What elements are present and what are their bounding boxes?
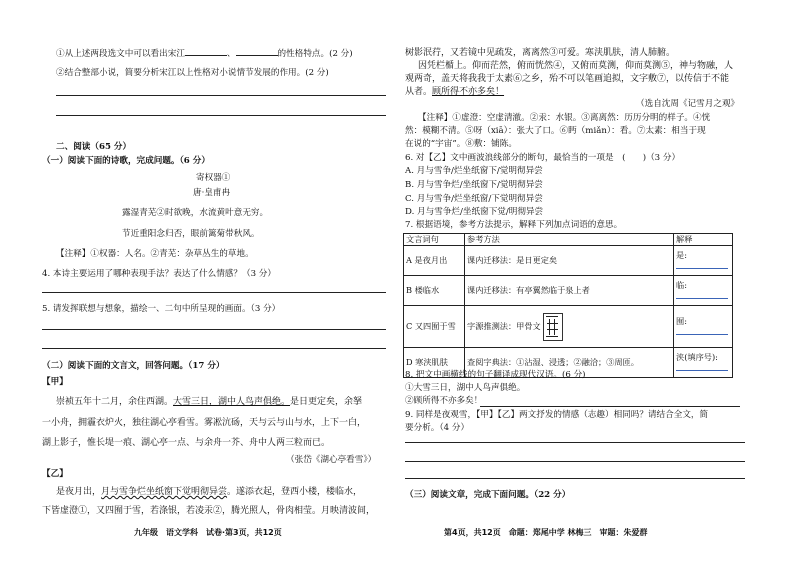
jia-text-line: 一小舟，拥霾衣炉火，独往湖心亭看雪。雾凇沆砀，天与云与山与水，上下一白，	[42, 418, 367, 428]
yi-text-line: 树影泯荇，又若镜中见疏发，离离然③可爱。寒浃肌肤，清人肺腑。	[405, 48, 676, 58]
question-8-1: ①大雪三日，湖中人鸟声俱绝。	[405, 383, 526, 393]
question-8-2: ②顾所得不亦多矣！	[405, 396, 483, 406]
yi-note: 【注释】①虚澄：空虚清澈。②汞：水银。③离离然：历历分明的样子。④恍	[418, 113, 711, 123]
table-header: 参考方法	[465, 234, 674, 246]
answer-line[interactable]	[405, 442, 745, 443]
yi-text-line: 从者。顾所得不亦多矣！	[405, 87, 505, 97]
table-cell: B 楼临水	[404, 276, 465, 306]
oracle-bone-glyph	[543, 313, 563, 341]
question-1: ①从上述两段选文中可以看出宋江 、 的性格特点。(2 分)	[56, 49, 353, 59]
question-2: ②结合整部小说，简要分析宋江以上性格对小说情节发展的作用。(2 分)	[56, 68, 329, 78]
answer-blank[interactable]	[185, 47, 227, 56]
yi-label: 【乙】	[42, 469, 68, 479]
table-row	[404, 276, 733, 306]
jia-text-line: 崇祯五年十二月，余住西湖。大雪三日，湖中人鸟声俱绝。是日更定矣，余拏	[56, 397, 363, 407]
yi-text-line: 是夜月出，月与雪争烂坐纸窗下觉明彻异尝。遂添衣起，登西小楼，楼临水，	[56, 487, 363, 497]
answer-line[interactable]	[56, 95, 386, 96]
table-cell: 查阅字典法：①沾湿、浸透；②融洽；③周匝。	[465, 348, 674, 378]
yi-text-line: 观两奇，盖天将我我于太素⑥之乡，殆不可以笔画追拟，文字敷⑦，以传信于不能	[405, 74, 730, 84]
page-footer: 九年级 语文学科 试卷·第3页，共12页	[134, 528, 282, 537]
option-b[interactable]: B. 月与雪争烂/坐纸窗下/觉明彻异尝	[405, 180, 543, 190]
jia-text-line: 湖上影子，惟长堤一痕、湖心亭一点、与余舟一芥、舟中人两三粒而已。	[42, 438, 331, 448]
yi-note: 然：模糊不清。⑤呀（xiā）：张大了口。⑥眄（miǎn）：看。⑦太素：相当于现	[405, 126, 706, 136]
part2-title: （二）阅读下面的文言文，回答问题。（17 分）	[42, 361, 225, 371]
answer-cell[interactable]: 临:	[674, 276, 733, 306]
answer-line[interactable]	[676, 369, 728, 371]
part1-title: （一）阅读下面的诗歌，完成问题。（6 分）	[42, 156, 210, 166]
question-8: 8. 把文中画横线的句子翻译成现代汉语。(6 分)	[405, 370, 586, 380]
table-cell: 字源推测法：甲骨文	[465, 306, 674, 348]
question-9: 要分析。（4 分）	[405, 423, 470, 433]
table-cell: D 寒浃肌肤	[404, 348, 465, 378]
table-cell: C 又四囿于雪	[404, 306, 465, 348]
answer-line[interactable]	[676, 267, 728, 269]
answer-cell[interactable]: 浃(填序号):	[674, 348, 733, 378]
question-5: 5. 请发挥联想与想象，描绘一、二句中所呈现的画面。（3 分）	[42, 304, 281, 314]
question-4: 4. 本诗主要运用了哪种表现手法？表达了什么情感？（3 分）	[42, 269, 276, 279]
option-c[interactable]: C. 月与雪争/烂坐纸窗/下觉明彻异尝	[405, 194, 543, 204]
table-row	[404, 306, 733, 348]
table-header: 解释	[674, 234, 733, 246]
answer-line[interactable]	[42, 292, 386, 293]
part3-title: （三）阅读文章，完成下面问题。（22 分）	[405, 490, 571, 500]
answer-line[interactable]	[42, 329, 386, 330]
question-7: 7. 根据语境，参考方法提示，解释下列加点词语的意思。	[405, 220, 623, 230]
table-cell: A 是夜月出	[404, 246, 465, 276]
poem-line: 节近重阳念归否，眼前篱菊带秋风。	[122, 229, 260, 239]
page-footer: 第4页，共12页 命题：郑尾中学 林梅三 审题：朱爱群	[444, 528, 648, 537]
answer-line[interactable]	[676, 297, 728, 299]
answer-cell[interactable]: 是:	[674, 246, 733, 276]
jia-source: （张岱《湖心亭看雪》）	[286, 455, 377, 465]
answer-line[interactable]	[42, 348, 386, 349]
table-row	[404, 246, 733, 276]
table-header-row	[404, 234, 733, 246]
question-6: 6. 对【乙】文中画波浪线部分的断句，最恰当的一项是 ( )（3 分）	[405, 153, 681, 163]
option-a[interactable]: A. 月与雪争/烂坐纸窗下/觉明彻异尝	[405, 166, 543, 176]
poem-title: 寄权器①	[196, 173, 231, 183]
section-heading: 二、阅读（65 分）	[56, 142, 132, 152]
yi-note: 在说的“宇宙”。⑧敷：铺陈。	[405, 139, 517, 149]
answer-line[interactable]	[56, 115, 386, 116]
vocab-table	[403, 233, 733, 378]
option-d[interactable]: D. 月与雪争烂/坐纸窗下觉/明彻异尝	[405, 207, 544, 217]
answer-cell[interactable]: 囿:	[674, 306, 733, 348]
answer-blank[interactable]	[236, 47, 278, 56]
table-cell: 课内迁移法：是日更定矣	[465, 246, 674, 276]
table-header: 文言词句	[404, 234, 465, 246]
yi-source: （选自沈周《记雪月之观》	[636, 99, 740, 109]
table-cell: 课内迁移法：有亭翼然临于泉上者	[465, 276, 674, 306]
answer-line[interactable]	[676, 333, 728, 335]
poem-author: 唐·皇甫冉	[193, 188, 231, 198]
yi-text-line: 下皆虚澄①，又四囿于雪，若涤银，若凌汞②，腾光照人，骨肉相莹。月映清波间，	[42, 506, 376, 516]
yi-text-line: 因凭栏楯上。仰而茫然，俯而恍然④，又俯而莫测，仰而莫测⑤，神与物融，人	[418, 61, 734, 71]
answer-line[interactable]	[480, 406, 740, 407]
question-9: 9. 同样是夜观雪，【甲】【乙】两文抒发的情感（志趣）相同吗？请结合全文，简	[405, 410, 709, 420]
jia-label: 【甲】	[42, 377, 68, 387]
poem-note: 【注释】①权器：人名。②青芜：杂草丛生的草地。	[56, 249, 254, 259]
answer-line[interactable]	[405, 478, 745, 479]
poem-line: 露湿青芜②时欲晚，水流黄叶意无穷。	[122, 208, 269, 218]
answer-line[interactable]	[405, 461, 745, 462]
